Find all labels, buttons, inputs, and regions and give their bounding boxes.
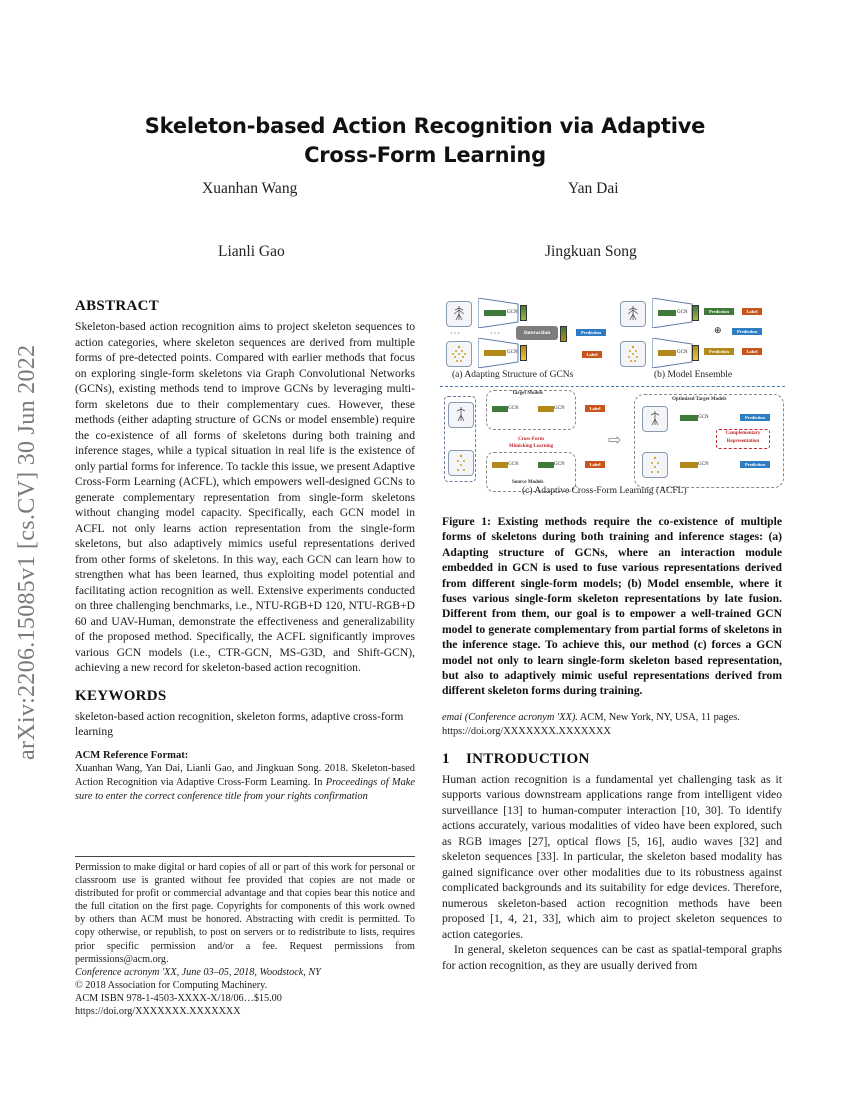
acm-reference-heading: ACM Reference Format: — [75, 749, 189, 761]
acm-reference-continued — [442, 711, 782, 739]
subcaption-b: (b) Model Ensemble — [654, 370, 733, 380]
skeleton-icon-line — [448, 402, 474, 428]
gcn-label: GCN — [507, 350, 518, 355]
keywords-text: skeleton-based action recognition, skeleton forms, adaptive cross-form learning — [75, 709, 404, 738]
fused-feature — [560, 326, 567, 342]
prediction-box-fused: Prediction — [732, 328, 762, 335]
representation-label: Representation — [726, 439, 760, 444]
section-number: 1 — [442, 750, 450, 767]
arxiv-stamp: arXiv:2206.15085v1 [cs.CV] 30 Jun 2022 — [14, 344, 40, 760]
plus-icon: ⊕ — [714, 325, 722, 335]
skeleton-icon-points — [642, 452, 668, 478]
prediction-box: Prediction — [740, 414, 770, 421]
author-4: Jingkuan Song — [545, 243, 637, 260]
green-feature-bar — [484, 310, 506, 316]
acm-reference-continued-italic: emai (Conference acronym 'XX). — [442, 711, 578, 723]
mimicking-label: Mimicking Learning — [508, 444, 554, 449]
green-feature-bar — [538, 462, 554, 468]
skeleton-icon-points — [446, 341, 472, 367]
gcn-label: GCN — [507, 310, 518, 315]
olive-feature-bar — [538, 406, 554, 412]
prediction-box-olive: Prediction — [704, 348, 734, 355]
footnote — [75, 856, 415, 1018]
ellipsis: ··· — [450, 329, 461, 338]
introduction-heading — [442, 751, 782, 768]
arrow-right-icon: ⇨ — [608, 432, 622, 449]
cross-form-mimicking — [506, 436, 556, 450]
optimized-target-label: Optimized Target Models — [672, 397, 727, 402]
feature-vector — [520, 345, 527, 361]
olive-feature-bar — [484, 350, 506, 356]
prediction-box: Prediction — [576, 329, 606, 336]
olive-feature-bar — [492, 462, 508, 468]
label-box: Label — [742, 348, 762, 355]
gcn-label: GCN — [508, 462, 519, 467]
acm-reference-continued-text: ACM, New York, NY, USA, 11 pages. https://doi.org/XXXXXXX.XXXXXXX — [442, 711, 740, 737]
abstract-heading: ABSTRACT — [75, 298, 160, 314]
permission-text: Permission to make digital or hard copies of all or part of this work for personal or classroom use is granted without fee provided that copies are not made or distributed for profit or commercial advantage and that copies bear this notice and the full citation on the first page. Copyrights for components of this work owned by others than ACM must be honored. Abstracting with credit is permitted. To copy otherwise, or republish, to post on servers or to redistribute to lists, requires prior specific permission and/or a fee. Request permissions from permissions@acm.org. — [75, 862, 415, 965]
source-models-label: Source Models — [512, 480, 544, 485]
skeleton-icon-points — [448, 450, 474, 476]
footnote-rule — [75, 856, 415, 857]
gcn-label: GCN — [677, 350, 688, 355]
gcn-label: GCN — [554, 462, 565, 467]
gcn-label: GCN — [677, 310, 688, 315]
subcaption-a: (a) Adapting Structure of GCNs — [452, 370, 574, 380]
label-box: Label — [742, 308, 762, 315]
complementary-label: Complementary — [725, 431, 761, 436]
figure-1 — [440, 296, 785, 504]
copyright-line: © 2018 Association for Computing Machinery. — [75, 979, 268, 991]
label-box: Label — [582, 351, 602, 358]
gcn-label: GCN — [554, 406, 565, 411]
olive-feature-bar — [680, 462, 698, 468]
gcn-label: GCN — [698, 415, 709, 420]
skeleton-icon-line — [642, 406, 668, 432]
gcn-label: GCN — [698, 462, 709, 467]
section-title: INTRODUCTION — [466, 750, 590, 767]
complementary-representation — [716, 429, 770, 449]
label-box: Label — [585, 461, 605, 468]
introduction-para-2: In general, skeleton sequences can be cast as spatial-temporal graphs for action recognition, as they are usually derived from — [442, 943, 782, 972]
left-column — [75, 298, 415, 804]
label-box: Label — [585, 405, 605, 412]
title-line-1: Skeleton-based Action Recognition via Adaptive — [144, 114, 706, 138]
subcaption-c: (c) Adaptive Cross-Form Learning (ACFL) — [522, 486, 687, 496]
interaction-module: Interaction — [516, 326, 558, 340]
acm-reference-text — [75, 762, 415, 804]
prediction-box: Prediction — [740, 461, 770, 468]
target-models-label: Target Models — [512, 391, 543, 396]
olive-feature-bar — [658, 350, 676, 356]
author-2: Yan Dai — [568, 180, 619, 197]
author-3: Lianli Gao — [218, 243, 285, 260]
green-feature-bar — [658, 310, 676, 316]
skeleton-icon-line — [620, 301, 646, 327]
acm-reference-italic: Proceedings of Make sure to enter the correct conference title from your rights confirmation — [75, 776, 416, 802]
right-column — [442, 514, 782, 973]
introduction-para-1: Human action recognition is a fundamental yet challenging task as it supports various downstream applications range from intelligent video surveillance [13] to human-computer interaction [10, 30]. To identify actions accurately, various modalities of video have been explored, such as RGB images [27], optical flows [5, 16], audio waves [32] and skeleton sequences [33]. In particular, the skeleton based modality has gained significance over other modalities due to its robustness against complicated backgrounds and its suitability for edge devices. Therefore, numerous skeleton-based action recognition methods have been proposed [1, 4, 21, 33], which aim to project skeleton sequences to action categories. — [442, 772, 782, 941]
skeleton-icon-points — [620, 341, 646, 367]
isbn-line: ACM ISBN 978-1-4503-XXXX-X/18/06…$15.00 — [75, 992, 282, 1004]
cross-form-label: Cross-Form — [518, 437, 544, 442]
skeleton-icon-line — [446, 301, 472, 327]
abstract-text: Skeleton-based action recognition aims to project skeleton sequences to action categories, where skeleton sequences are derived from multiple forms of pre-detected points. Compared with earlier methods that focus on exploring single-form skeletons via Graph Convolutional Networks (GCNs), existing methods tend to improve GCNs by leveraging multi-form skeletons due to their complementary cues. However, these methods (either adapting structure of GCNs or model ensemble) require the co-existence of all forms of skeletons during both training and inference stages, while a typical situation in real life is the existence of only partial forms for inference. To tackle this issue, we present Adaptive Cross-Form Learning (ACFL), which empowers well-designed GCNs to generate complementary representation from single-form skeletons without changing model capacity. Specifically, each GCN model in ACFL not only learns action representation from the single-form skeletons, but also adaptively mimics useful representations derived from other forms of skeletons. In this way, each GCN can learn how to strengthen what has been learned, thus exploiting model potential and facilitating action recognition as well. Extensive experiments conducted on three challenging benchmarks, i.e., NTU-RGB+D 120, NTU-RGB+D 60 and UAV-Human, demonstrate the effectiveness and generalizability of the proposed method. Specifically, the ACFL significantly improves various GCN models (i.e., CTR-GCN, MS-G3D, and Shift-GCN), achieving a new record for skeleton-based action recognition. — [75, 320, 415, 674]
keywords-heading: KEYWORDS — [75, 687, 167, 704]
green-feature-bar — [492, 406, 508, 412]
title-line-2: Cross-Form Learning — [304, 143, 546, 167]
figure-caption: Figure 1: Existing methods require the co-existence of multiple forms of skeletons during both training and inference stages: (a) Adapting structure of GCNs, where an interaction module embedded in GCN is used to fuse various representations derived from different single-form models; (b) Model ensemble, where it fuses various single-form skeleton representations by late fusion. Different from them, our goal is to empower a well-trained GCN model to generate complementary from partial forms of skeletons in the inference stage. To achieve this, our method (c) forces a GCN model not only to learn single-form skeleton based representation, but also to adaptively mimic useful representations derived from different skeleton forms during training. — [442, 515, 782, 698]
green-feature-bar — [680, 415, 698, 421]
conference-line: Conference acronym 'XX, June 03–05, 2018, Woodstock, NY — [75, 966, 321, 978]
ellipsis: ··· — [490, 329, 501, 338]
paper-title — [0, 112, 850, 170]
gcn-label: GCN — [508, 406, 519, 411]
acm-reference-plain: Xuanhan Wang, Yan Dai, Lianli Gao, and Jingkuan Song. 2018. Skeleton-based Action Recognition via Adaptive Cross-Form Learning. In — [75, 762, 415, 788]
doi-link[interactable]: https://doi.org/XXXXXXX.XXXXXXX — [75, 1006, 241, 1018]
feature-vector — [692, 305, 699, 321]
feature-vector — [520, 305, 527, 321]
figure-divider — [440, 386, 785, 387]
prediction-box-green: Prediction — [704, 308, 734, 315]
author-1: Xuanhan Wang — [202, 180, 298, 197]
feature-vector — [692, 345, 699, 361]
